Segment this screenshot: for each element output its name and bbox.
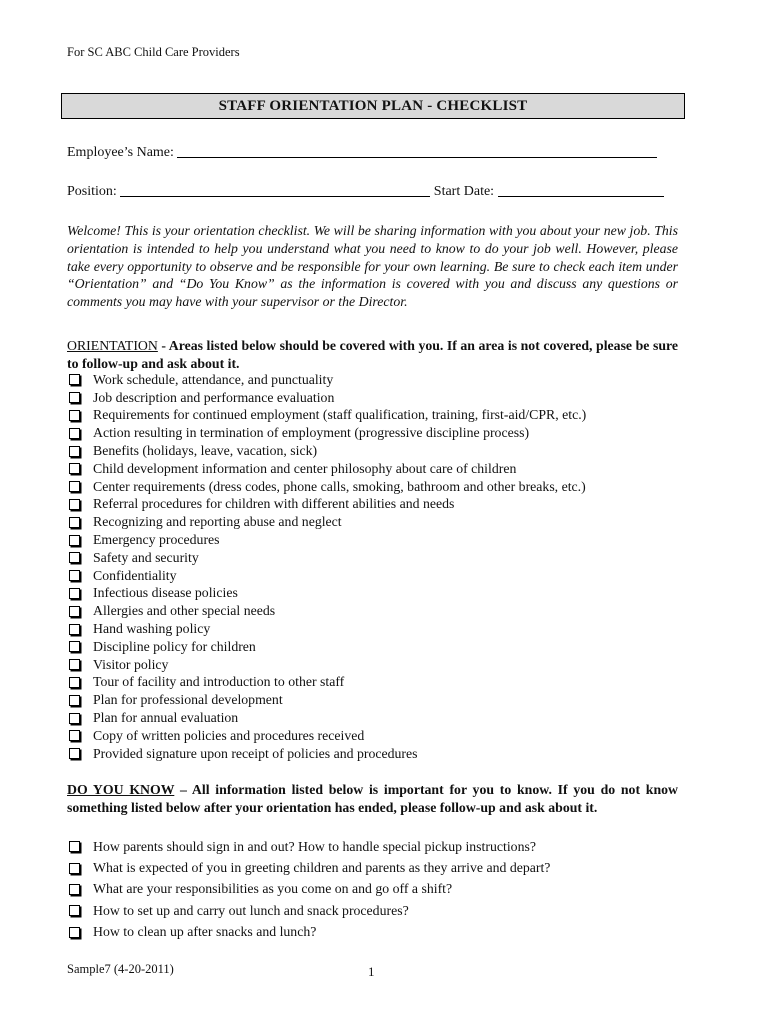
do-you-know-item-label: How to set up and carry out lunch and snack procedures? xyxy=(93,902,409,918)
orientation-item-label: Referral procedures for children with different abilities and needs xyxy=(93,496,455,512)
checkbox-icon[interactable] xyxy=(69,481,80,492)
orientation-heading xyxy=(67,337,678,373)
orientation-item-label: Child development information and center philosophy about care of children xyxy=(93,460,517,476)
footer-sample-id: Sample7 (4-20-2011) xyxy=(67,962,174,976)
employee-name-label: Employee’s Name: xyxy=(67,145,174,160)
employee-name-row xyxy=(67,143,657,161)
checkbox-icon[interactable] xyxy=(69,884,80,895)
do-you-know-checklist xyxy=(67,836,550,943)
orientation-item-label: Emergency procedures xyxy=(93,532,220,548)
do-you-know-intro: – All information listed below is important for you to know. If you do not know something listed below after your orientation has ended, please follow-up and ask about it. xyxy=(67,782,678,815)
checkbox-icon[interactable] xyxy=(69,695,80,706)
orientation-item-label: Plan for professional development xyxy=(93,692,283,708)
checkbox-icon[interactable] xyxy=(69,392,80,403)
orientation-item xyxy=(67,424,586,442)
do-you-know-item xyxy=(67,900,550,921)
orientation-item xyxy=(67,389,586,407)
orientation-item xyxy=(67,727,586,745)
orientation-item-label: Copy of written policies and procedures received xyxy=(93,727,365,743)
orientation-intro: - Areas listed below should be covered with you. If an area is not covered, please be sure to follow-up and ask about it. xyxy=(67,338,678,371)
orientation-item xyxy=(67,442,586,460)
orientation-item-label: Infectious disease policies xyxy=(93,585,238,601)
orientation-item-label: Safety and security xyxy=(93,549,199,565)
checkbox-icon[interactable] xyxy=(69,606,80,617)
orientation-item xyxy=(67,513,586,531)
checkbox-icon[interactable] xyxy=(69,552,80,563)
do-you-know-item xyxy=(67,879,550,900)
orientation-item-label: Benefits (holidays, leave, vacation, sick) xyxy=(93,443,318,459)
orientation-item xyxy=(67,407,586,425)
page-number: 1 xyxy=(368,964,375,979)
checkbox-icon[interactable] xyxy=(69,927,80,938)
do-you-know-title: DO YOU KNOW xyxy=(67,782,175,797)
position-label: Position: xyxy=(67,184,117,199)
checkbox-icon[interactable] xyxy=(69,905,80,916)
orientation-item xyxy=(67,674,586,692)
orientation-item xyxy=(67,745,586,763)
orientation-item xyxy=(67,638,586,656)
orientation-item xyxy=(67,531,586,549)
orientation-item-label: Job description and performance evaluation xyxy=(93,389,335,405)
orientation-item-label: Work schedule, attendance, and punctuality xyxy=(93,371,334,387)
orientation-item xyxy=(67,460,586,478)
orientation-item xyxy=(67,709,586,727)
do-you-know-item xyxy=(67,836,550,857)
orientation-item-label: Allergies and other special needs xyxy=(93,603,276,619)
do-you-know-item xyxy=(67,857,550,878)
position-row xyxy=(67,182,664,200)
orientation-item xyxy=(67,478,586,496)
orientation-item-label: Discipline policy for children xyxy=(93,638,256,654)
orientation-item-label: Provided signature upon receipt of policies and procedures xyxy=(93,745,418,761)
employee-name-field[interactable] xyxy=(177,143,657,158)
orientation-item xyxy=(67,656,586,674)
do-you-know-item-label: What are your responsibilities as you come on and go off a shift? xyxy=(93,881,453,897)
orientation-item xyxy=(67,496,586,514)
checkbox-icon[interactable] xyxy=(69,588,80,599)
do-you-know-item-label: How to clean up after snacks and lunch? xyxy=(93,924,317,940)
orientation-item xyxy=(67,620,586,638)
welcome-paragraph: Welcome! This is your orientation checklist. We will be sharing information with you about your new job. This orientation is intended to help you understand what you need to know to do your job well. However, please take every opportunity to observe and be responsible for your own learning. Be sure to check each item under “Orientation” and “Do You Know” as the information is covered with you and discuss any questions or comments you may have with your supervisor or the Director. xyxy=(67,223,678,310)
orientation-item-label: Confidentiality xyxy=(93,567,177,583)
checkbox-icon[interactable] xyxy=(69,463,80,474)
checkbox-icon[interactable] xyxy=(69,659,80,670)
position-field[interactable] xyxy=(120,182,430,197)
checkbox-icon[interactable] xyxy=(69,428,80,439)
do-you-know-item-label: What is expected of you in greeting children and parents as they arrive and depart? xyxy=(93,860,551,876)
orientation-item xyxy=(67,585,586,603)
orientation-item-label: Recognizing and reporting abuse and neglect xyxy=(93,514,342,530)
orientation-item-label: Visitor policy xyxy=(93,656,169,672)
orientation-item-label: Tour of facility and introduction to other staff xyxy=(93,674,345,690)
orientation-checklist xyxy=(67,371,586,763)
orientation-item-label: Plan for annual evaluation xyxy=(93,710,239,726)
document-title: STAFF ORIENTATION PLAN - CHECKLIST xyxy=(61,93,685,119)
do-you-know-item-label: How parents should sign in and out? How to handle special pickup instructions? xyxy=(93,838,536,854)
checkbox-icon[interactable] xyxy=(69,641,80,652)
checkbox-icon[interactable] xyxy=(69,374,80,385)
checkbox-icon[interactable] xyxy=(69,730,80,741)
checkbox-icon[interactable] xyxy=(69,517,80,528)
orientation-item-label: Requirements for continued employment (staff qualification, training, first-aid/CPR, etc.) xyxy=(93,407,587,423)
do-you-know-heading xyxy=(67,781,678,817)
do-you-know-item xyxy=(67,922,550,943)
checkbox-icon[interactable] xyxy=(69,841,80,852)
orientation-item xyxy=(67,691,586,709)
checkbox-icon[interactable] xyxy=(69,677,80,688)
orientation-item xyxy=(67,567,586,585)
checkbox-icon[interactable] xyxy=(69,863,80,874)
orientation-item xyxy=(67,602,586,620)
orientation-item-label: Action resulting in termination of employment (progressive discipline process) xyxy=(93,425,530,441)
header-note: For SC ABC Child Care Providers xyxy=(67,45,240,59)
checkbox-icon[interactable] xyxy=(69,499,80,510)
orientation-item-label: Center requirements (dress codes, phone calls, smoking, bathroom and other breaks, etc.) xyxy=(93,478,586,494)
checkbox-icon[interactable] xyxy=(69,570,80,581)
checkbox-icon[interactable] xyxy=(69,713,80,724)
checkbox-icon[interactable] xyxy=(69,748,80,759)
checkbox-icon[interactable] xyxy=(69,410,80,421)
checkbox-icon[interactable] xyxy=(69,535,80,546)
orientation-item-label: Hand washing policy xyxy=(93,621,211,637)
orientation-item xyxy=(67,549,586,567)
checkbox-icon[interactable] xyxy=(69,446,80,457)
start-date-label: Start Date: xyxy=(433,184,495,199)
orientation-title: ORIENTATION xyxy=(67,338,158,353)
checkbox-icon[interactable] xyxy=(69,624,80,635)
start-date-field[interactable] xyxy=(498,182,664,197)
orientation-item xyxy=(67,371,586,389)
